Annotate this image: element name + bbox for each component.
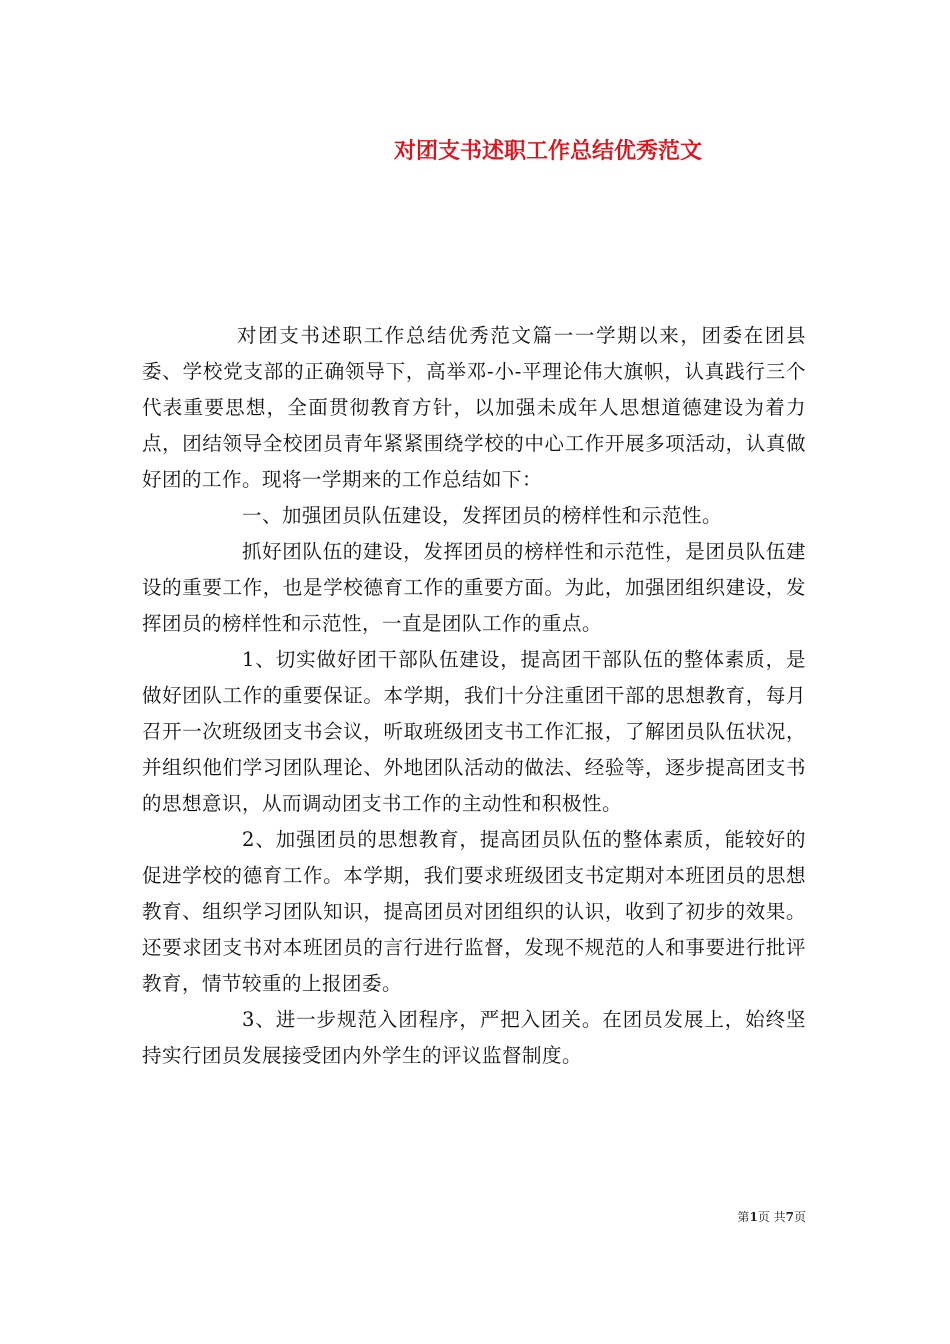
footer-current-page: 1 <box>749 1210 758 1224</box>
paragraph-team-building: 抓好团队伍的建设，发挥团员的榜样性和示范性，是团员队伍建设的重要工作，也是学校德育工作的重要方面。为此，加强团组织建设，发挥团员的榜样性和示范性，一直是团队工作的重点。 <box>142 540 806 635</box>
page-number-footer <box>737 1209 806 1225</box>
footer-middle: 页 共 <box>757 1210 786 1224</box>
paragraph-intro: 对团支书述职工作总结优秀范文篇一一学期以来，团委在团县委、学校党支部的正确领导下，高举邓-小-平理论伟大旗帜，认真践行三个代表重要思想，全面贯彻教育方针，以加强未成年人思想道德建设为着力点，团结领导全校团员青年紧紧围绕学校的中心工作开展多项活动，认真做好团的工作。现将一学期来的工作总结如下： <box>142 324 806 491</box>
paragraph-item-1: 1、切实做好团干部队伍建设，提高团干部队伍的整体素质，是做好团队工作的重要保证。本学期，我们十分注重团干部的思想教育，每月召开一次班级团支书会议，听取班级团支书工作汇报，了解团员队伍状况，并组织他们学习团队理论、外地团队活动的做法、经验等，逐步提高团支书的思想意识，从而调动团支书工作的主动性和积极性。 <box>142 648 806 815</box>
footer-suffix: 页 <box>793 1210 806 1224</box>
footer-total-pages: 7 <box>785 1210 794 1224</box>
document-title: 对团支书述职工作总结优秀范文 <box>393 138 702 164</box>
paragraph-item-3: 3、进一步规范入团程序，严把入团关。在团员发展上，始终坚持实行团员发展接受团内外学生的评议监督制度。 <box>142 1008 806 1067</box>
document-body <box>142 318 806 1074</box>
paragraph-item-2: 2、加强团员的思想教育，提高团员队伍的整体素质，能较好的促进学校的德育工作。本学期，我们要求班级团支书定期对本班团员的思想教育、组织学习团队知识，提高团员对团组织的认识，收到了初步的效果。还要求团支书对本班团员的言行进行监督，发现不规范的人和事要进行批评教育，情节较重的上报团委。 <box>142 828 806 995</box>
footer-prefix: 第 <box>737 1210 750 1224</box>
paragraph-section-heading: 一、加强团员队伍建设，发挥团员的榜样性和示范性。 <box>242 504 723 527</box>
